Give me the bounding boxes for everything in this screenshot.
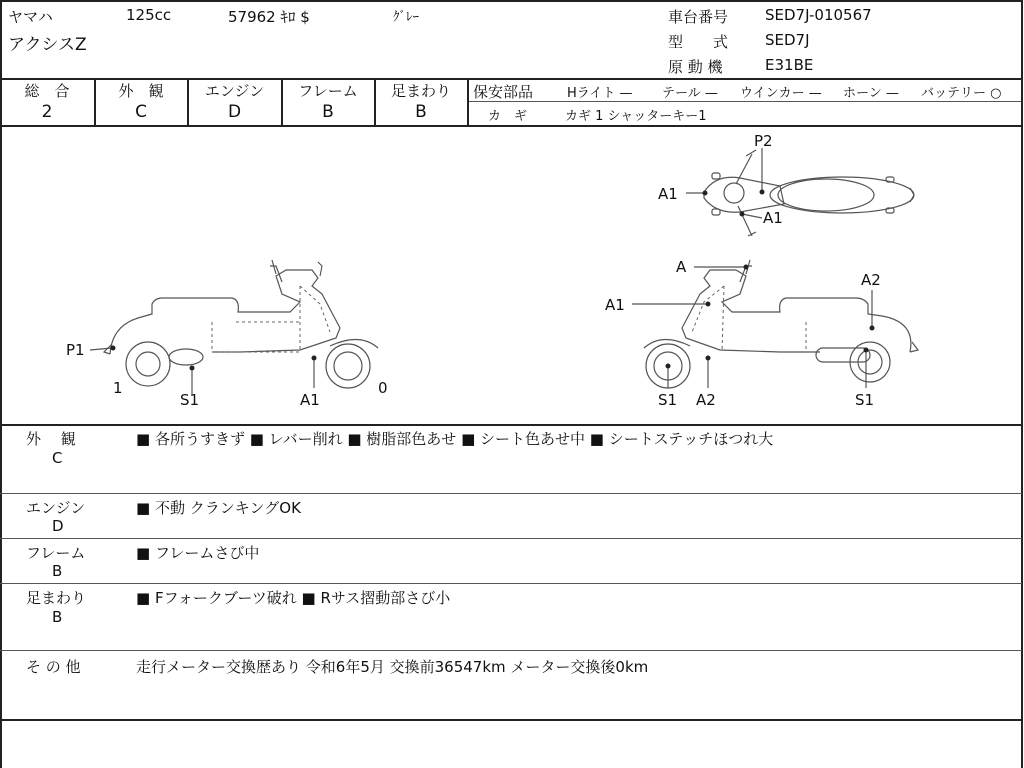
marker-top-a1-left: A1: [658, 185, 678, 203]
comment-divider-4: [0, 650, 1022, 651]
grade-value-overall: 2: [41, 102, 53, 122]
maker: ヤマハ: [8, 8, 53, 26]
comment-label-exterior: 外 観: [26, 430, 76, 448]
scooter-left-side-view: [104, 260, 378, 388]
marker-right-s1-rear: S1: [855, 391, 875, 409]
safety-tail: テール —: [662, 86, 718, 101]
comment-text-other: 走行メーター交換歴あり 令和6年5月 交換前36547km メーター交換後0km: [136, 658, 649, 676]
grade-value-suspension: B: [415, 102, 427, 122]
mileage: 57962 ｷﾛ $: [228, 8, 310, 26]
safety-winker: ウインカー —: [740, 86, 822, 101]
grade-value-exterior: C: [135, 102, 147, 122]
grade-label-overall: 総 合: [24, 82, 70, 100]
comment-label-engine: エンジン: [26, 499, 86, 517]
engine-label: 原 動 機: [668, 58, 723, 76]
comment-grade-suspension: B: [52, 608, 63, 626]
comment-label-frame: フレーム: [26, 544, 86, 562]
safety-title: 保安部品: [473, 83, 534, 101]
marker-left-p1: P1: [66, 341, 85, 359]
grade-value-frame: B: [322, 102, 334, 122]
marker-left-1: 1: [113, 379, 123, 397]
key-value: カギ 1 シャッターキー1: [565, 109, 707, 124]
grade-label-exterior: 外 観: [118, 82, 164, 100]
marker-left-0: 0: [378, 379, 388, 397]
marker-right-s1-front: S1: [658, 391, 678, 409]
marker-top-p2: P2: [754, 132, 773, 150]
grade-label-frame: フレーム: [298, 82, 358, 100]
comment-label-other: そ の 他: [26, 658, 81, 676]
frame-top: [0, 0, 1022, 2]
key-label: カ ギ: [488, 109, 528, 124]
frame-no-label: 車台番号: [668, 8, 729, 26]
marker-left-a1: A1: [300, 391, 320, 409]
comment-grade-frame: B: [52, 562, 63, 580]
color: ｸﾞﾚｰ: [393, 10, 419, 25]
type-label: 型 式: [668, 33, 729, 51]
comment-bottom: [0, 719, 1022, 721]
marker-right-a: A: [676, 258, 687, 276]
safety-horn: ホーン —: [843, 86, 899, 101]
marker-right-a2-bottom: A2: [696, 391, 716, 409]
marker-right-a1: A1: [605, 296, 625, 314]
comment-text-engine: ■ 不動 クランキングOK: [136, 499, 301, 517]
marker-top-a1-right: A1: [763, 209, 783, 227]
comment-label-suspension: 足まわり: [26, 589, 87, 607]
comment-text-suspension: ■ Fフォークブーツ破れ ■ Rサス摺動部さび小: [136, 589, 451, 607]
scooter-top-view: [704, 150, 914, 236]
comment-text-exterior: ■ 各所うすきず ■ レバー削れ ■ 樹脂部色あせ ■ シート色あせ中 ■ シートステッチほつれ大: [136, 430, 774, 448]
comment-grade-engine: D: [52, 517, 64, 535]
grade-sep-5: [467, 78, 469, 126]
displacement: 125cc: [126, 6, 172, 24]
comment-divider-3: [0, 583, 1022, 584]
damage-markers: [90, 148, 875, 394]
engine-value: E31BE: [765, 56, 814, 74]
safety-battery: バッテリー ○: [921, 86, 1002, 101]
model-name: アクシスZ: [8, 35, 87, 55]
comment-divider-1: [0, 493, 1022, 494]
comment-grade-exterior: C: [52, 449, 63, 467]
safety-headlight: Hライト —: [567, 86, 633, 101]
type-value: SED7J: [765, 31, 810, 49]
marker-right-a2-top: A2: [861, 271, 881, 289]
safety-divider: [468, 101, 1021, 102]
comment-divider-2: [0, 538, 1022, 539]
grade-label-engine: エンジン: [204, 82, 265, 100]
comment-text-frame: ■ フレームさび中: [136, 544, 260, 562]
marker-left-s1: S1: [180, 391, 200, 409]
frame-no: SED7J-010567: [765, 6, 872, 24]
grade-value-engine: D: [227, 102, 242, 122]
grade-label-suspension: 足まわり: [390, 82, 451, 100]
